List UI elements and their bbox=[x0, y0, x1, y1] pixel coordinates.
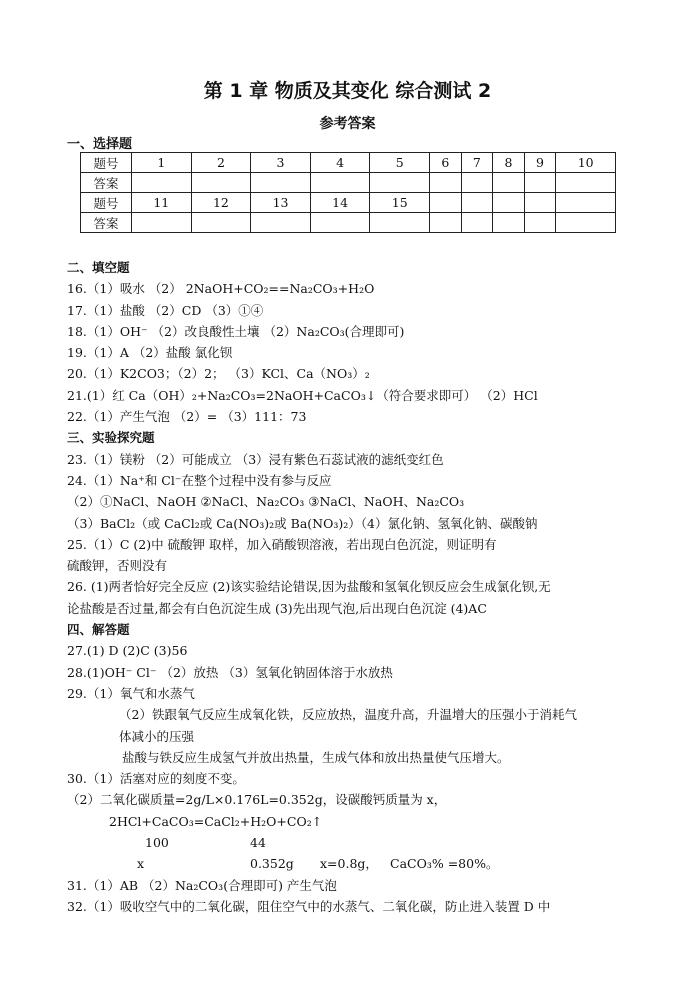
question-number-cell: 2 bbox=[191, 153, 251, 173]
answer-line-29-part3: 盐酸与铁反应生成氢气并放出热量，生成气体和放出热量使气压增大。 bbox=[122, 749, 510, 765]
answer-line-16: 16.（1）吸水 （2） 2NaOH+CO₂==Na₂CO₃+H₂O bbox=[67, 281, 375, 297]
answer-line-26-cont: 论盐酸是否过量,都会有白色沉淀生成 (3)先出现气泡,后出现白色沉淀 (4)AC bbox=[67, 600, 487, 616]
question-number-cell: 1 bbox=[132, 153, 192, 173]
answer-line-30-part2: （2）二氧化碳质量=2g/L×0.176L=0.352g，设碳酸钙质量为 x， bbox=[67, 792, 447, 808]
table-header-cell: 题号 bbox=[81, 193, 132, 213]
question-number-cell bbox=[556, 193, 616, 213]
answer-cell bbox=[191, 213, 251, 233]
answer-cell bbox=[430, 173, 462, 193]
answer-line-20: 20.（1）K2CO3；（2）2； （3）KCl、Ca（NO₃）₂ bbox=[67, 366, 370, 382]
table-answer-label-cell: 答案 bbox=[81, 173, 132, 193]
question-number-cell: 4 bbox=[310, 153, 370, 173]
molar-mass-co2: 44 bbox=[250, 835, 266, 851]
answer-line-24-part3: （3）BaCl₂（或 CaCl₂或 Ca(NO₃)₂或 Ba(NO₃)₂）（4）氯化钠、氢氧化钠、碳酸钠 bbox=[67, 515, 538, 531]
table-header-cell: 题号 bbox=[81, 153, 132, 173]
answer-table bbox=[80, 152, 616, 233]
page-title: 第 1 章 物质及其变化 综合测试 2 bbox=[203, 80, 492, 102]
answer-line-18: 18.（1）OH⁻ （2）改良酸性土壤 （2）Na₂CO₃(合理即可) bbox=[67, 323, 405, 339]
calc-percentage: CaCO₃% =80%。 bbox=[390, 856, 499, 872]
calc-ratio-row bbox=[67, 832, 647, 853]
answer-line-24: 24.（1）Na⁺和 Cl⁻在整个过程中没有参与反应 bbox=[67, 472, 332, 488]
answer-cell bbox=[370, 173, 430, 193]
answer-cell bbox=[524, 173, 556, 193]
answer-line-28: 28.(1)OH⁻ Cl⁻ （2）放热 （3）氢氧化钠固体溶于水放热 bbox=[67, 664, 393, 680]
answer-cell bbox=[524, 213, 556, 233]
table-answer-label-cell: 答案 bbox=[81, 213, 132, 233]
answer-cell bbox=[556, 173, 616, 193]
question-number-cell bbox=[430, 193, 462, 213]
answer-line-19: 19.（1）A （2）盐酸 氯化钡 bbox=[67, 345, 233, 361]
molar-mass-caco3: 100 bbox=[145, 835, 169, 851]
table-row bbox=[81, 193, 616, 213]
section-heading-choice: 一、选择题 bbox=[67, 137, 133, 152]
table-row bbox=[81, 153, 616, 173]
answer-cell bbox=[461, 213, 493, 233]
answer-cell bbox=[310, 213, 370, 233]
answer-cell bbox=[370, 213, 430, 233]
question-number-cell bbox=[493, 193, 525, 213]
question-number-cell: 13 bbox=[251, 193, 311, 213]
question-number-cell: 7 bbox=[461, 153, 493, 173]
question-number-cell: 12 bbox=[191, 193, 251, 213]
section-heading-experiment: 三、实验探究题 bbox=[67, 430, 155, 446]
question-number-cell: 11 bbox=[132, 193, 192, 213]
question-number-cell: 14 bbox=[310, 193, 370, 213]
question-number-cell: 8 bbox=[493, 153, 525, 173]
answer-line-22: 22.（1）产生气泡 （2）= （3）111：73 bbox=[67, 409, 307, 425]
table-row bbox=[81, 173, 616, 193]
answer-line-26: 26. (1)两者恰好完全反应 (2)该实验结论错误,因为盐酸和氢氧化钡反应会生成氯化钡,无 bbox=[67, 579, 551, 595]
answer-cell bbox=[132, 173, 192, 193]
answer-cell bbox=[191, 173, 251, 193]
answer-cell bbox=[132, 213, 192, 233]
question-number-cell: 9 bbox=[524, 153, 556, 173]
answer-cell bbox=[493, 213, 525, 233]
question-number-cell: 10 bbox=[556, 153, 616, 173]
reaction-equation: 2HCl+CaCO₃=CaCl₂+H₂O+CO₂↑ bbox=[109, 813, 323, 829]
section-heading-solve: 四、解答题 bbox=[67, 622, 130, 638]
answer-line-25-cont: 硫酸钾，否则没有 bbox=[67, 558, 168, 574]
question-number-cell bbox=[524, 193, 556, 213]
answer-line-32: 32.（1）吸收空气中的二氧化碳，阻住空气中的水蒸气、二氧化碳，防止进入装置 D 中 bbox=[67, 898, 551, 914]
answer-line-30: 30.（1）活塞对应的刻度不变。 bbox=[67, 771, 245, 787]
question-number-cell bbox=[461, 193, 493, 213]
answer-cell bbox=[251, 173, 311, 193]
answer-cell bbox=[461, 173, 493, 193]
calc-co2-mass: 0.352g bbox=[250, 856, 294, 872]
calc-x: x bbox=[137, 856, 145, 872]
answer-line-29-part2-cont: 体减小的压强 bbox=[119, 728, 195, 744]
page-subtitle: 参考答案 bbox=[319, 116, 376, 132]
answer-cell bbox=[493, 173, 525, 193]
calc-value-row bbox=[67, 853, 647, 874]
answer-line-29-part2: （2）铁跟氧气反应生成氧化铁，反应放热，温度升高，升温增大的压强小于消耗气 bbox=[119, 707, 577, 723]
answer-line-17: 17.（1）盐酸 （2）CD （3）①④ bbox=[67, 302, 264, 318]
question-number-cell: 5 bbox=[370, 153, 430, 173]
answer-cell bbox=[310, 173, 370, 193]
answer-line-29: 29.（1）氧气和水蒸气 bbox=[67, 685, 195, 701]
answer-content bbox=[67, 257, 647, 917]
question-number-cell: 3 bbox=[251, 153, 311, 173]
section-heading-fill: 二、填空题 bbox=[67, 260, 130, 275]
answer-line-27: 27.(1) D (2)C (3)56 bbox=[67, 643, 188, 659]
answer-line-25: 25.（1）C (2)中 硫酸钾 取样，加入硝酸钡溶液，若出现白色沉淀，则证明有 bbox=[67, 536, 497, 552]
answer-line-24-part2: （2）①NaCl、NaOH ②NaCl、Na₂CO₃ ③NaCl、NaOH、Na₂CO₃ bbox=[67, 494, 465, 510]
calc-x-result: x=0.8g， bbox=[320, 856, 378, 872]
answer-line-31: 31.（1）AB （2）Na₂CO₃(合理即可) 产生气泡 bbox=[67, 877, 337, 893]
answer-line-21: 21.(1）红 Ca（OH）₂+Na₂CO₃=2NaOH+CaCO₃↓（符合要求即可） （2）HCl bbox=[67, 387, 538, 403]
answer-cell bbox=[556, 213, 616, 233]
answer-cell bbox=[251, 213, 311, 233]
question-number-cell: 15 bbox=[370, 193, 430, 213]
table-row bbox=[81, 213, 616, 233]
question-number-cell: 6 bbox=[430, 153, 462, 173]
answer-line-23: 23.（1）镁粉 （2）可能成立 （3）浸有紫色石蕊试液的滤纸变红色 bbox=[67, 451, 444, 467]
answer-cell bbox=[430, 213, 462, 233]
